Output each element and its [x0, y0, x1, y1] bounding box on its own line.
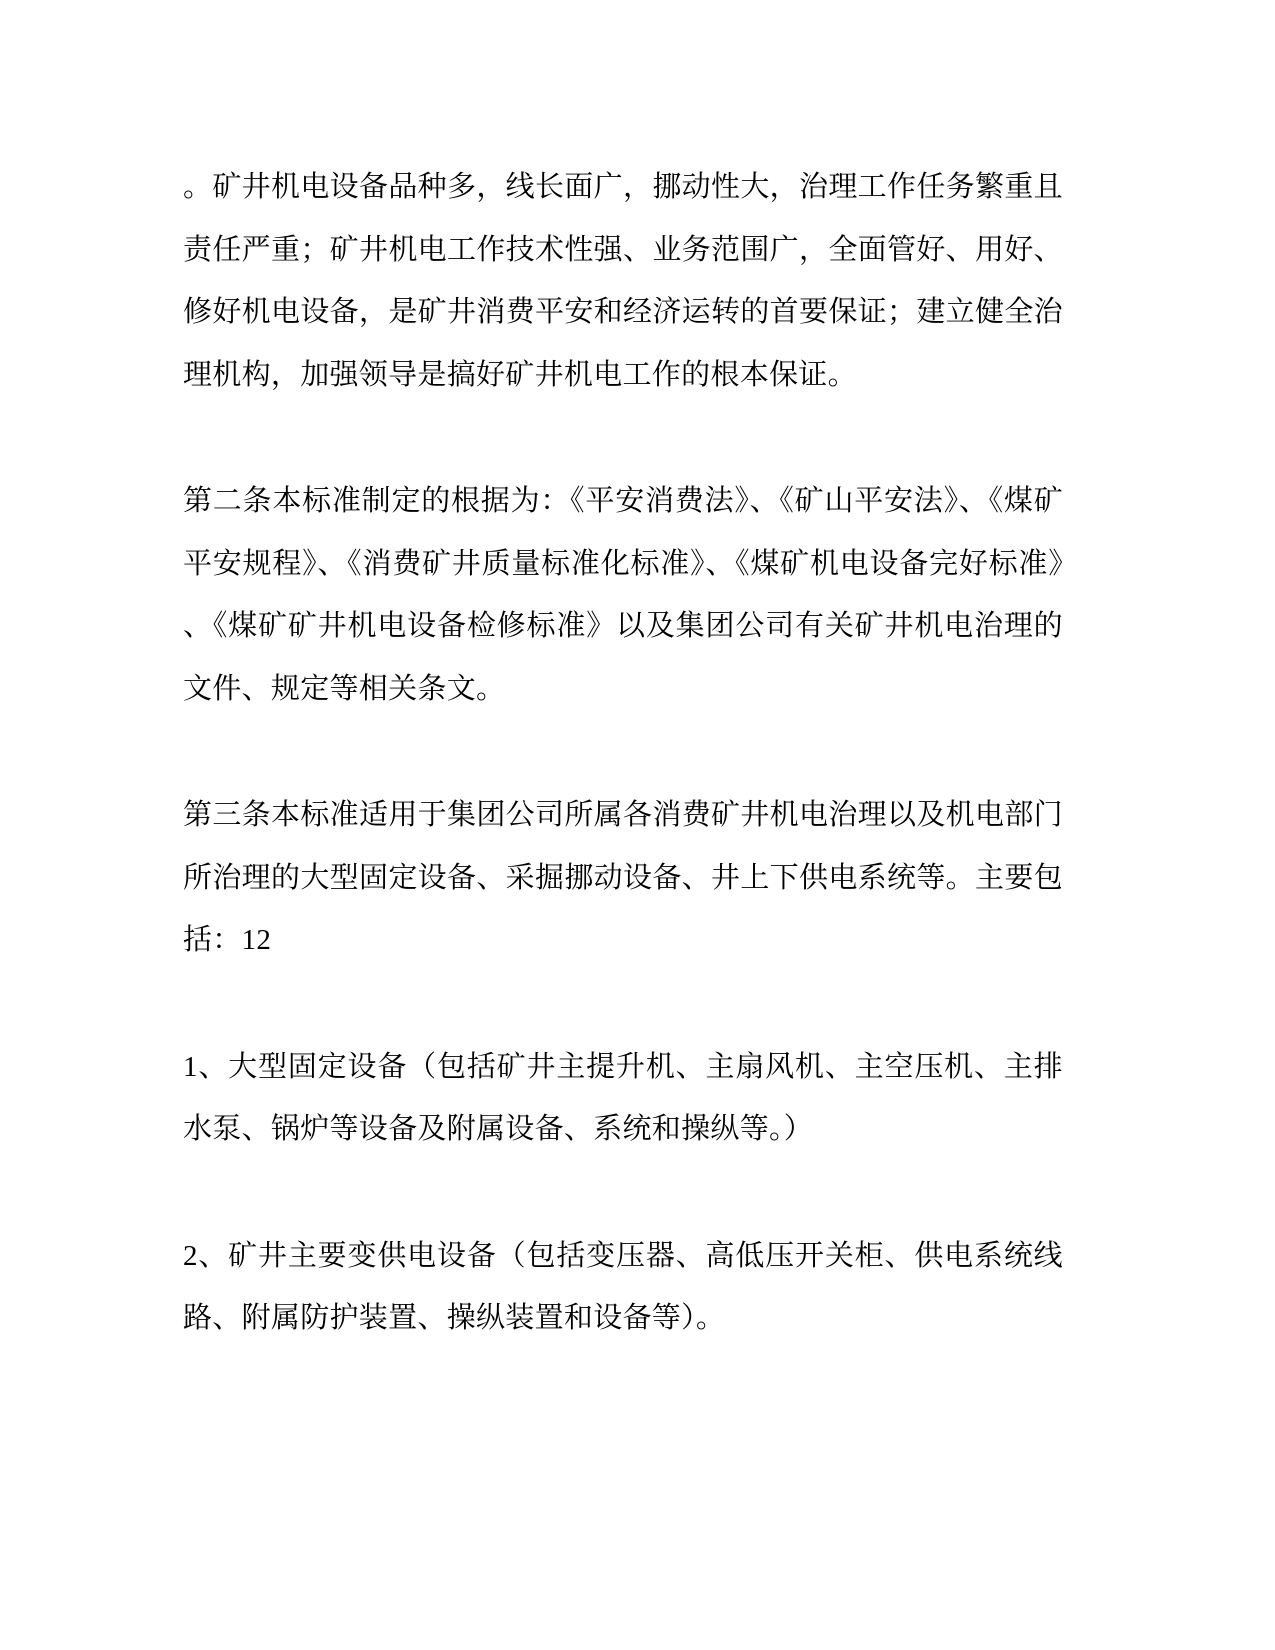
paragraph-article-3: 第三条本标准适用于集团公司所属各消费矿井机电治理以及机电部门所治理的大型固定设备、采掘挪动设备、井上下供电系统等。主要包括：12 [183, 799, 1063, 956]
paragraph-continuation: 。矿井机电设备品种多，线长面广，挪动性大，治理工作任务繁重且责任严重；矿井机电工作技术性强、业务范围广，全面管好、用好、修好机电设备，是矿井消费平安和经济运转的首要保证；建立健全治理机构，加强领导是搞好矿井机电工作的根本保证。 [183, 171, 1063, 391]
paragraph-article-2: 第二条本标准制定的根据为：《平安消费法》、《矿山平安法》、《煤矿平安规程》、《消费矿井质量标准化标准》、《煤矿机电设备完好标准》、《煤矿矿井机电设备检修标准》以及集团公司有关矿井机电治理的文件、规定等相关条文。 [183, 485, 1063, 705]
document-body [183, 156, 1063, 1414]
paragraph-list-item-2: 2、矿井主要变供电设备（包括变压器、高低压开关柜、供电系统线路、附属防护装置、操纵装置和设备等）。 [183, 1239, 1063, 1334]
paragraph-list-item-1: 1、大型固定设备（包括矿井主提升机、主扇风机、主空压机、主排水泵、锅炉等设备及附属设备、系统和操纵等。） [183, 1050, 1063, 1145]
